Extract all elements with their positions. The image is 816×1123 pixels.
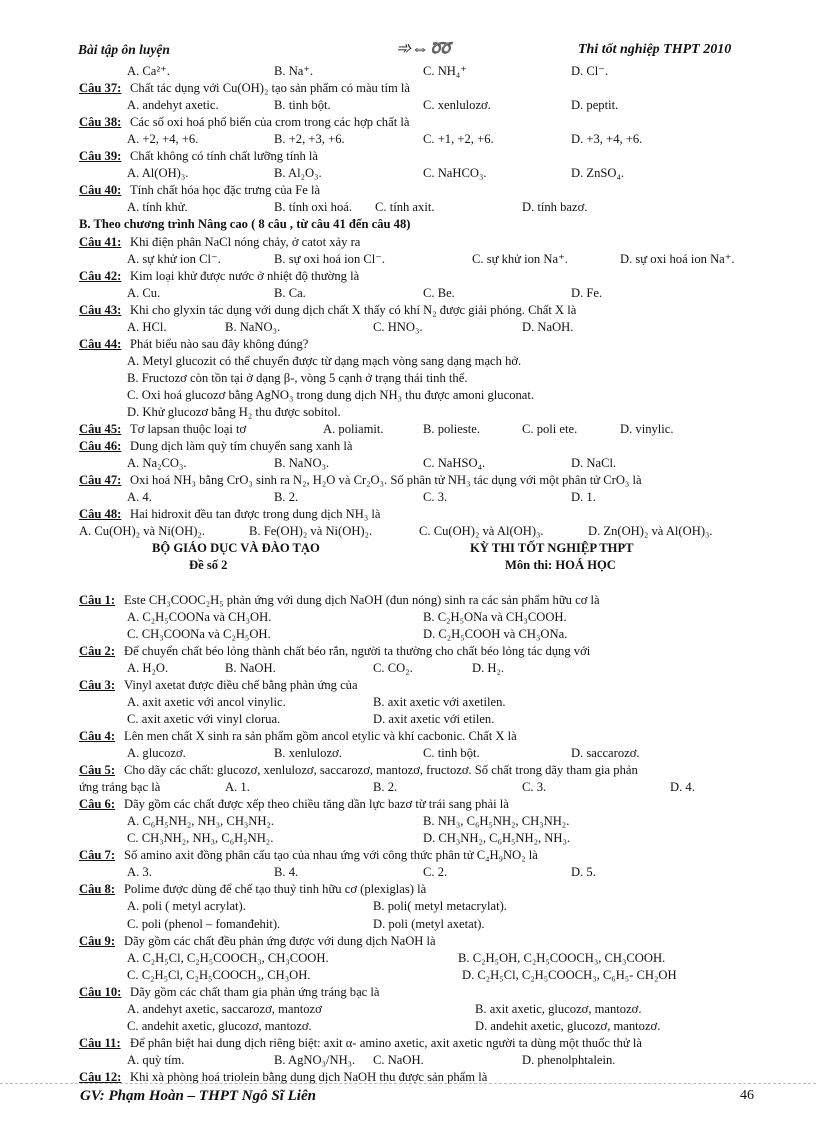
text-segment: B. NaNO₃.: [225, 319, 281, 334]
text-segment: Phát biểu nào sau đây không đúng?: [130, 336, 309, 351]
text-segment: D. NaOH.: [522, 319, 574, 334]
text-segment: A. Metyl glucozit có thể chuyển được từ dạng mạch vòng sang dạng mạch hở.: [127, 353, 522, 368]
text-line: [0, 643, 816, 660]
question-label: Câu 40:: [79, 183, 122, 198]
text-line: [0, 796, 816, 813]
question-label: Câu 12:: [79, 1069, 122, 1084]
text-line: [0, 353, 816, 370]
page-footer: [0, 1083, 816, 1108]
text-segment: C. andehit axetic, glucozơ, mantozơ.: [127, 1018, 312, 1033]
text-segment: A. 1.: [225, 780, 250, 795]
text-segment: A. tính khử.: [127, 200, 188, 215]
text-segment: B. NaOH.: [225, 660, 276, 675]
text-segment: C. poli (phenol – fomanđehit).: [127, 916, 281, 931]
text-segment: Este CH₃COOC₂H₅ phản ứng với dung dịch NaOH (đun nóng) sinh ra các sản phẩm hữu cơ là: [124, 592, 600, 607]
text-segment: Để chuyển chất béo lỏng thành chất béo rắn, người ta thường cho chất béo lỏng tác dụng với: [124, 643, 591, 658]
section-heading: B. Theo chương trình Nâng cao ( 8 câu , từ câu 41 đến câu 48): [79, 217, 411, 232]
text-segment: D. Khử glucozơ bằng H₂ thu được sobitol.: [127, 405, 341, 419]
text-segment: A. andehyt axetic.: [127, 98, 219, 113]
text-line: [0, 97, 816, 114]
text-segment: C. C₂H₅Cl, C₂H₅COOCH₃, CH₃OH.: [127, 967, 311, 982]
text-segment: B. C₂H₅ONa và CH₃COOH.: [423, 609, 567, 624]
text-segment: D. Fe.: [571, 285, 603, 300]
text-line: [0, 148, 816, 165]
text-segment: Dung dịch làm quỳ tím chuyển sang xanh là: [130, 439, 353, 454]
text-segment: A. Al(OH)₃.: [127, 166, 189, 181]
text-segment: B. Fe(OH)₂ và Ni(OH)₂.: [249, 524, 373, 539]
text-segment: B. NaNO₃.: [274, 456, 330, 471]
text-segment: Chất không có tính chất lưỡng tính là: [130, 149, 319, 164]
text-line: [0, 251, 816, 268]
text-segment: D. NaCl.: [571, 456, 617, 471]
text-segment: A. 3.: [127, 865, 152, 880]
text-line: [0, 387, 816, 404]
text-segment: B. sự oxi hoá ion Cl⁻.: [274, 251, 386, 266]
question-label: Câu 5:: [79, 763, 116, 778]
text-line: [0, 319, 816, 336]
text-segment: Khi xà phòng hoá triolein bằng dung dịch NaOH thu được sản phẩm là: [130, 1069, 488, 1084]
question-label: Câu 6:: [79, 797, 116, 812]
text-segment: A. sự khử ion Cl⁻.: [127, 251, 221, 266]
text-line: [0, 933, 816, 950]
text-segment: D. saccarozơ.: [571, 746, 640, 760]
text-segment: A. 4.: [127, 490, 152, 505]
text-segment: B. tinh bột.: [274, 98, 331, 113]
text-segment: C. 3.: [522, 780, 547, 795]
question-label: Câu 38:: [79, 115, 122, 130]
text-segment: A. axit axetic với ancol vinylic.: [127, 694, 286, 709]
text-segment: D. 5.: [571, 865, 596, 880]
text-segment: D. Cl⁻.: [571, 64, 609, 78]
text-segment: A. Na₂CO₃.: [127, 456, 187, 471]
text-segment: C. 3.: [423, 490, 448, 505]
text-line: [0, 728, 816, 745]
text-segment: A. glucozơ.: [127, 746, 186, 760]
text-line: [0, 779, 816, 796]
question-label: Câu 39:: [79, 149, 122, 164]
text-segment: Dãy gồm các chất đều phản ứng được với dung dịch NaOH là: [124, 933, 436, 948]
text-line: [0, 881, 816, 898]
question-label: Câu 42:: [79, 268, 122, 283]
text-line: [0, 609, 816, 626]
text-line: [0, 336, 816, 353]
text-segment: B. tính oxi hoá.: [274, 200, 353, 215]
text-segment: C. tinh bột.: [423, 746, 480, 760]
question-label: Câu 47:: [79, 473, 122, 488]
text-segment: D. C₂H₅Cl, C₂H₅COOCH₃, C₆H₅- CH₂OH: [462, 967, 677, 982]
text-segment: B. 2.: [373, 780, 398, 795]
footer-author: GV: Phạm Hoàn – THPT Ngô Sĩ Liên: [80, 1088, 316, 1104]
text-line: [0, 711, 816, 728]
text-line: [0, 472, 816, 489]
text-line: [0, 694, 816, 711]
text-segment: B. Fructozơ còn tồn tại ở dạng β-, vòng 5 cạnh ở trạng thái tinh thể.: [127, 370, 468, 385]
text-segment: Khi cho glyxin tác dụng với dung dịch chất X thấy có khí N₂ được giải phóng. Chất X là: [130, 302, 577, 317]
text-segment: C. NaOH.: [373, 1052, 424, 1067]
text-segment: A. C₂H₅COONa và CH₃OH.: [127, 609, 272, 624]
text-segment: B. 2.: [274, 490, 299, 505]
text-line: [0, 830, 816, 847]
text-segment: Hai hidroxit đều tan được trong dung dịch NH₃ là: [130, 507, 381, 522]
text-segment: B. C₂H₅OH, C₂H₅COOCH₃, CH₃COOH.: [458, 950, 666, 965]
text-segment: C. Oxi hoá glucozơ bằng AgNO₃ trong dung dịch NH₃ thu được amoni gluconat.: [127, 387, 535, 402]
text-line: [0, 523, 816, 540]
text-line: [0, 216, 816, 233]
text-line: [0, 63, 816, 80]
text-segment: A. Cu.: [127, 285, 161, 300]
text-line: [0, 1035, 816, 1052]
text-line: [0, 557, 816, 574]
text-segment: B. axit axetic với axetilen.: [373, 694, 506, 709]
question-label: Câu 3:: [79, 677, 116, 692]
text-segment: C. CH₃COONa và C₂H₅OH.: [127, 626, 271, 641]
text-segment: B. poli( metyl metacrylat).: [373, 899, 507, 914]
text-line: [0, 864, 816, 881]
question-label: Câu 48:: [79, 507, 122, 522]
text-line: [0, 540, 816, 557]
text-segment: C. 2.: [423, 865, 448, 880]
section-heading: KỲ THI TỐT NGHIỆP THPT: [470, 541, 634, 556]
text-line: [0, 813, 816, 830]
text-segment: C. axit axetic với vinyl clorua.: [127, 711, 281, 726]
text-segment: C. poli ete.: [522, 422, 578, 437]
text-segment: D. ZnSO₄.: [571, 166, 625, 181]
text-segment: D. Zn(OH)₂ và Al(OH)₃.: [588, 524, 713, 539]
text-segment: D. peptit.: [571, 98, 619, 113]
text-segment: B. Ca.: [274, 285, 306, 300]
text-segment: D. sự oxi hoá ion Na⁺.: [620, 251, 735, 266]
text-line: [0, 847, 816, 864]
text-segment: A. andehyt axetic, saccarozơ, mantozơ: [127, 1001, 322, 1016]
text-line: [0, 114, 816, 131]
text-segment: D. phenolphtalein.: [522, 1052, 616, 1067]
text-segment: B. polieste.: [423, 422, 481, 437]
text-segment: C. NH₄⁺: [423, 64, 467, 78]
text-line: [0, 967, 816, 984]
text-segment: Để phân biệt hai dung dịch riêng biệt: axit α- amino axetic, axit axetic người ta dùng một thuốc thử là: [130, 1035, 642, 1050]
question-label: Câu 8:: [79, 882, 116, 897]
text-segment: A. quỳ tím.: [127, 1052, 185, 1067]
text-segment: C. CO₂.: [373, 660, 413, 675]
text-line: [0, 950, 816, 967]
text-line: [0, 268, 816, 285]
text-segment: Dãy gồm các chất tham gia phản ứng tráng bạc là: [130, 984, 380, 999]
text-line: [0, 592, 816, 609]
section-heading: Đề số 2: [189, 558, 228, 573]
text-line: [0, 745, 816, 762]
text-line: [0, 1052, 816, 1069]
text-segment: D. poli (metyl axetat).: [373, 916, 485, 931]
question-label: Câu 9:: [79, 933, 116, 948]
text-segment: B. 4.: [274, 865, 299, 880]
text-segment: Cho dãy các chất: glucozơ, xenlulozơ, saccarozơ, mantozơ, fructozơ. Số chất trong dãy tham gia phản: [124, 763, 638, 778]
header-right: Thi tốt nghiệp THPT 2010: [578, 42, 732, 57]
text-segment: C. Cu(OH)₂ và Al(OH)₃.: [419, 524, 544, 539]
text-line: [0, 131, 816, 148]
text-line: [0, 984, 816, 1001]
text-segment: C. HNO₃.: [373, 319, 423, 334]
section-heading: BỘ GIÁO DỤC VÀ ĐÀO TẠO: [152, 541, 320, 556]
text-segment: Vinyl axetat được điều chế bằng phản ứng của: [124, 677, 358, 692]
section-heading: Môn thi: HOÁ HỌC: [505, 558, 616, 573]
text-segment: B. xenlulozơ.: [274, 746, 342, 760]
text-segment: A. C₂H₅Cl, C₂H₅COOCH₃, CH₃COOH.: [127, 950, 329, 965]
text-segment: A. Cu(OH)₂ và Ni(OH)₂.: [79, 524, 205, 539]
text-line: [0, 165, 816, 182]
text-line: [0, 1018, 816, 1035]
text-segment: D. axit axetic với etilen.: [373, 711, 495, 726]
header-left: Bài tập ôn luyện: [78, 42, 170, 57]
text-segment: A. poli ( metyl acrylat).: [127, 899, 246, 914]
text-segment: A. Ca²⁺.: [127, 64, 170, 78]
text-line: [0, 404, 816, 421]
text-segment: D. tính bazơ.: [522, 200, 588, 215]
header-ornament: ➾⇔➿: [396, 38, 452, 58]
text-line: [0, 626, 816, 643]
text-line: [0, 455, 816, 472]
text-segment: D. vinylic.: [620, 422, 674, 437]
question-label: Câu 4:: [79, 728, 116, 743]
text-segment: A. poliamit.: [323, 422, 384, 437]
page-number: 46: [740, 1088, 754, 1103]
text-segment: B. axit axetic, glucozơ, mantozơ.: [475, 1001, 642, 1016]
text-segment: B. +2, +3, +6.: [274, 132, 345, 147]
question-label: Câu 46:: [79, 439, 122, 454]
text-segment: Dãy gồm các chất được xếp theo chiều tăng dần lực bazơ từ trái sang phải là: [124, 797, 509, 812]
text-segment: Polime được dùng để chế tạo thuỷ tinh hữu cơ (plexiglas) là: [124, 882, 427, 897]
text-line: [0, 285, 816, 302]
text-line: [0, 80, 816, 97]
text-line: [0, 421, 816, 438]
text-line: [0, 1001, 816, 1018]
text-line: [0, 234, 816, 251]
text-line: [0, 575, 816, 592]
text-segment: C. sự khử ion Na⁺.: [472, 251, 568, 266]
text-segment: C. NaHSO₄.: [423, 456, 486, 471]
text-segment: A. +2, +4, +6.: [127, 132, 199, 147]
text-segment: B. AgNO₃/NH₃.: [274, 1052, 356, 1067]
text-line: [0, 438, 816, 455]
question-label: Câu 43:: [79, 302, 122, 317]
text-segment: Các số oxi hoá phổ biến của crom trong các hợp chất là: [130, 115, 410, 130]
text-segment: D. andehit axetic, glucozơ, mantozơ.: [475, 1018, 661, 1033]
text-line: [0, 898, 816, 915]
question-label: Câu 11:: [79, 1035, 121, 1050]
text-segment: B. Na⁺.: [274, 64, 314, 78]
question-label: Câu 44:: [79, 336, 122, 351]
text-segment: C. xenlulozơ.: [423, 98, 491, 113]
text-line: [0, 506, 816, 523]
page-header: [0, 40, 816, 62]
question-label: Câu 2:: [79, 643, 116, 658]
text-segment: D. H₂.: [472, 660, 505, 675]
text-line: [0, 660, 816, 677]
question-label: Câu 41:: [79, 234, 122, 249]
text-line: [0, 916, 816, 933]
text-segment: A. C₆H₅NH₂, NH₃, CH₃NH₂.: [127, 814, 275, 829]
text-segment: D. +3, +4, +6.: [571, 132, 643, 147]
text-segment: Chất tác dụng với Cu(OH)₂ tạo sản phẩm có màu tím là: [130, 81, 411, 96]
question-label: Câu 37:: [79, 81, 122, 96]
text-segment: D. 1.: [571, 490, 596, 505]
text-line: [0, 489, 816, 506]
text-segment: Tơ lapsan thuộc loại tơ: [130, 422, 247, 437]
text-segment: C. Be.: [423, 285, 455, 300]
text-segment: B. Al₂O₃.: [274, 166, 322, 181]
text-line: [0, 370, 816, 387]
text-line: [0, 677, 816, 694]
text-segment: D. C₂H₅COOH và CH₃ONa.: [423, 626, 568, 641]
text-segment: ứng tráng bạc là: [79, 780, 161, 795]
text-line: [0, 302, 816, 319]
text-segment: C. NaHCO₃.: [423, 166, 487, 181]
text-segment: A. H₂O.: [127, 660, 169, 675]
text-segment: C. tính axit.: [375, 200, 435, 215]
text-segment: Kim loại khử được nước ở nhiệt độ thường là: [130, 268, 360, 283]
text-line: [0, 199, 816, 216]
text-segment: Khi điện phân NaCl nóng chảy, ở catot xảy ra: [130, 234, 361, 249]
text-segment: Tính chất hóa học đặc trưng của Fe là: [130, 183, 321, 198]
text-segment: Oxi hoá NH₃ bằng CrO₃ sinh ra N₂, H₂O và Cr₂O₃. Số phân tử NH₃ tác dụng với một phân tử CrO₃ là: [130, 473, 642, 488]
text-segment: A. HCl.: [127, 319, 167, 334]
text-segment: Lên men chất X sinh ra sản phẩm gồm ancol etylic và khí cacbonic. Chất X là: [124, 728, 517, 743]
text-line: [0, 762, 816, 779]
text-segment: D. 4.: [670, 780, 695, 795]
text-segment: D. CH₃NH₂, C₆H₅NH₂, NH₃.: [423, 831, 571, 846]
question-label: Câu 1:: [79, 592, 116, 607]
text-segment: C. +1, +2, +6.: [423, 132, 494, 147]
question-label: Câu 10:: [79, 984, 122, 999]
question-label: Câu 45:: [79, 422, 122, 437]
text-segment: B. NH₃, C₆H₅NH₂, CH₃NH₂.: [423, 814, 570, 829]
question-label: Câu 7:: [79, 848, 116, 863]
text-segment: C. CH₃NH₂, NH₃, C₆H₅NH₂.: [127, 831, 274, 846]
text-segment: Số amino axit đồng phân cấu tạo của nhau ứng với công thức phân tử C₄H₉NO₂ là: [124, 848, 538, 863]
text-line: [0, 182, 816, 199]
